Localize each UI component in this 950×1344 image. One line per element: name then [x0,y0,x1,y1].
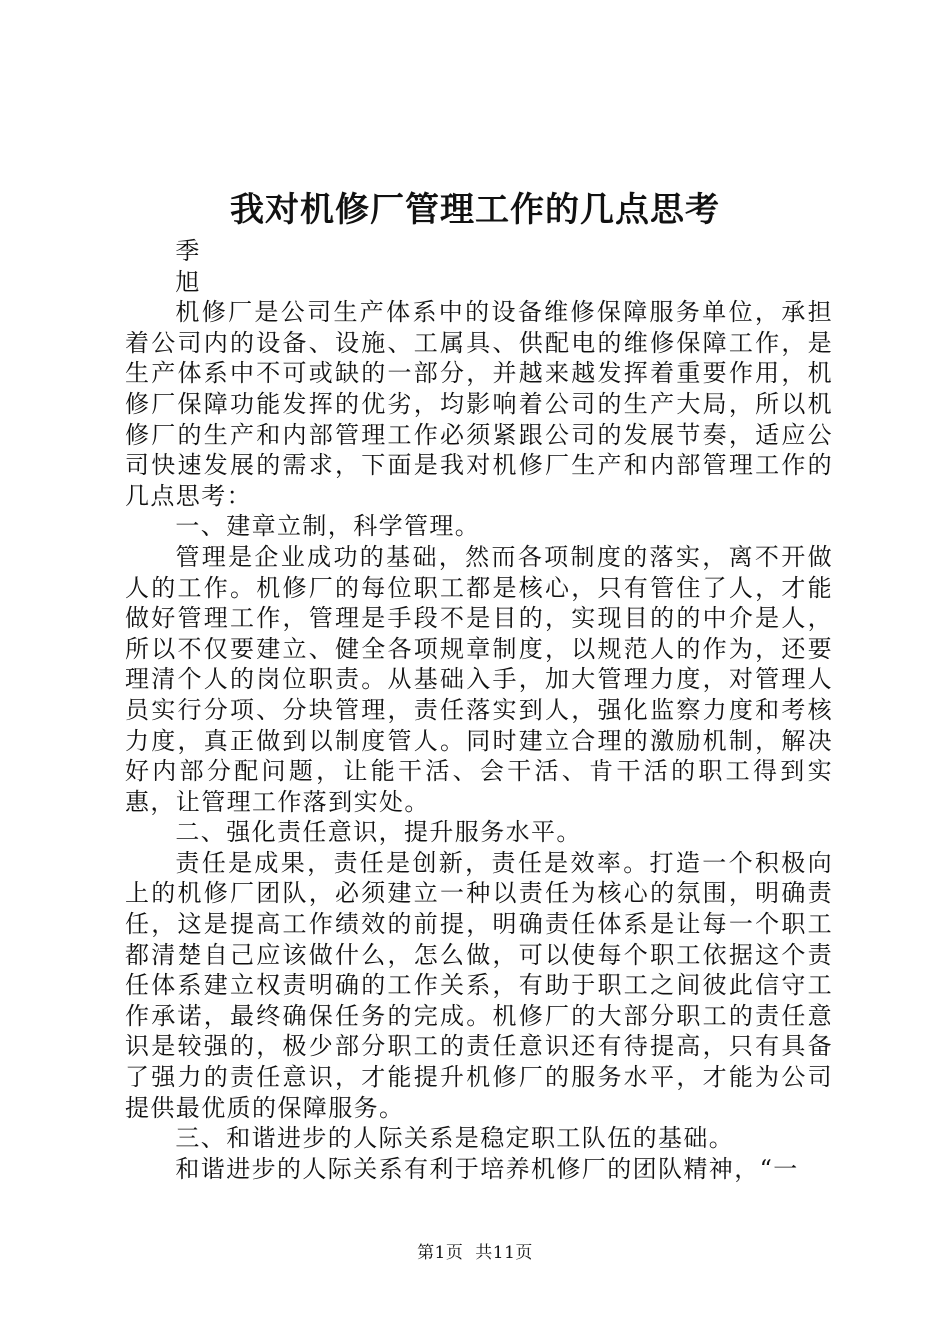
section-heading-3: 三、和谐进步的人际关系是稳定职工队伍的基础。 [175,1124,735,1153]
author-name-line-2: 旭 [175,267,201,296]
section-heading-2: 二、强化责任意识，提升服务水平。 [175,818,582,847]
page-footer [0,1241,950,1265]
document-body [125,236,833,1184]
author-name-line-1: 季 [175,237,201,265]
section-heading-1: 一、建章立制，科学管理。 [175,512,481,541]
page-number: 第1页 [417,1243,464,1263]
section-2-paragraph: 责任是成果，责任是创新，责任是效率。打造一个积极向上的机修厂团队，必须建立一种以责任为核心的氛围，明确责任，这是提高工作绩效的前提，明确责任体系是让每一个职工都清楚自己应该做什么，怎么做，可以使每个职工依据这个责任体系建立权责明确的工作关系，有助于职工之间彼此信守工作承诺，最终确保任务的完成。机修厂的大部分职工的责任意识是较强的，极少部分职工的责任意识还有待提高，只有具备了强力的责任意识，才能提升机修厂的服务水平，才能为公司提供最优质的保障服务。 [125,848,833,1122]
section-3-paragraph: 和谐进步的人际关系有利于培养机修厂的团队精神，“一 [175,1154,799,1183]
intro-paragraph: 机修厂是公司生产体系中的设备维修保障服务单位，承担着公司内的设备、设施、工属具、供配电的维修保障工作，是生产体系中不可或缺的一部分，并越来越发挥着重要作用，机修厂保障功能发挥的优劣，均影响着公司的生产大局，所以机修厂的生产和内部管理工作必须紧跟公司的发展节奏，适应公司快速发展的需求，下面是我对机修厂生产和内部管理工作的几点思考： [125,298,833,510]
page-total: 共11页 [475,1243,533,1263]
document-title: 我对机修厂管理工作的几点思考 [230,190,720,230]
section-1-paragraph: 管理是企业成功的基础，然而各项制度的落实，离不开做人的工作。机修厂的每位职工都是核心，只有管住了人，才能做好管理工作，管理是手段不是目的，实现目的的中介是人，所以不仅要建立、健全各项规章制度，以规范人的作为，还要理清个人的岗位职责。从基础入手，加大管理力度，对管理人员实行分项、分块管理，责任落实到人，强化监察力度和考核力度，真正做到以制度管人。同时建立合理的激励机制，解决好内部分配问题，让能干活、会干活、肯干活的职工得到实惠，让管理工作落到实处。 [125,542,833,816]
